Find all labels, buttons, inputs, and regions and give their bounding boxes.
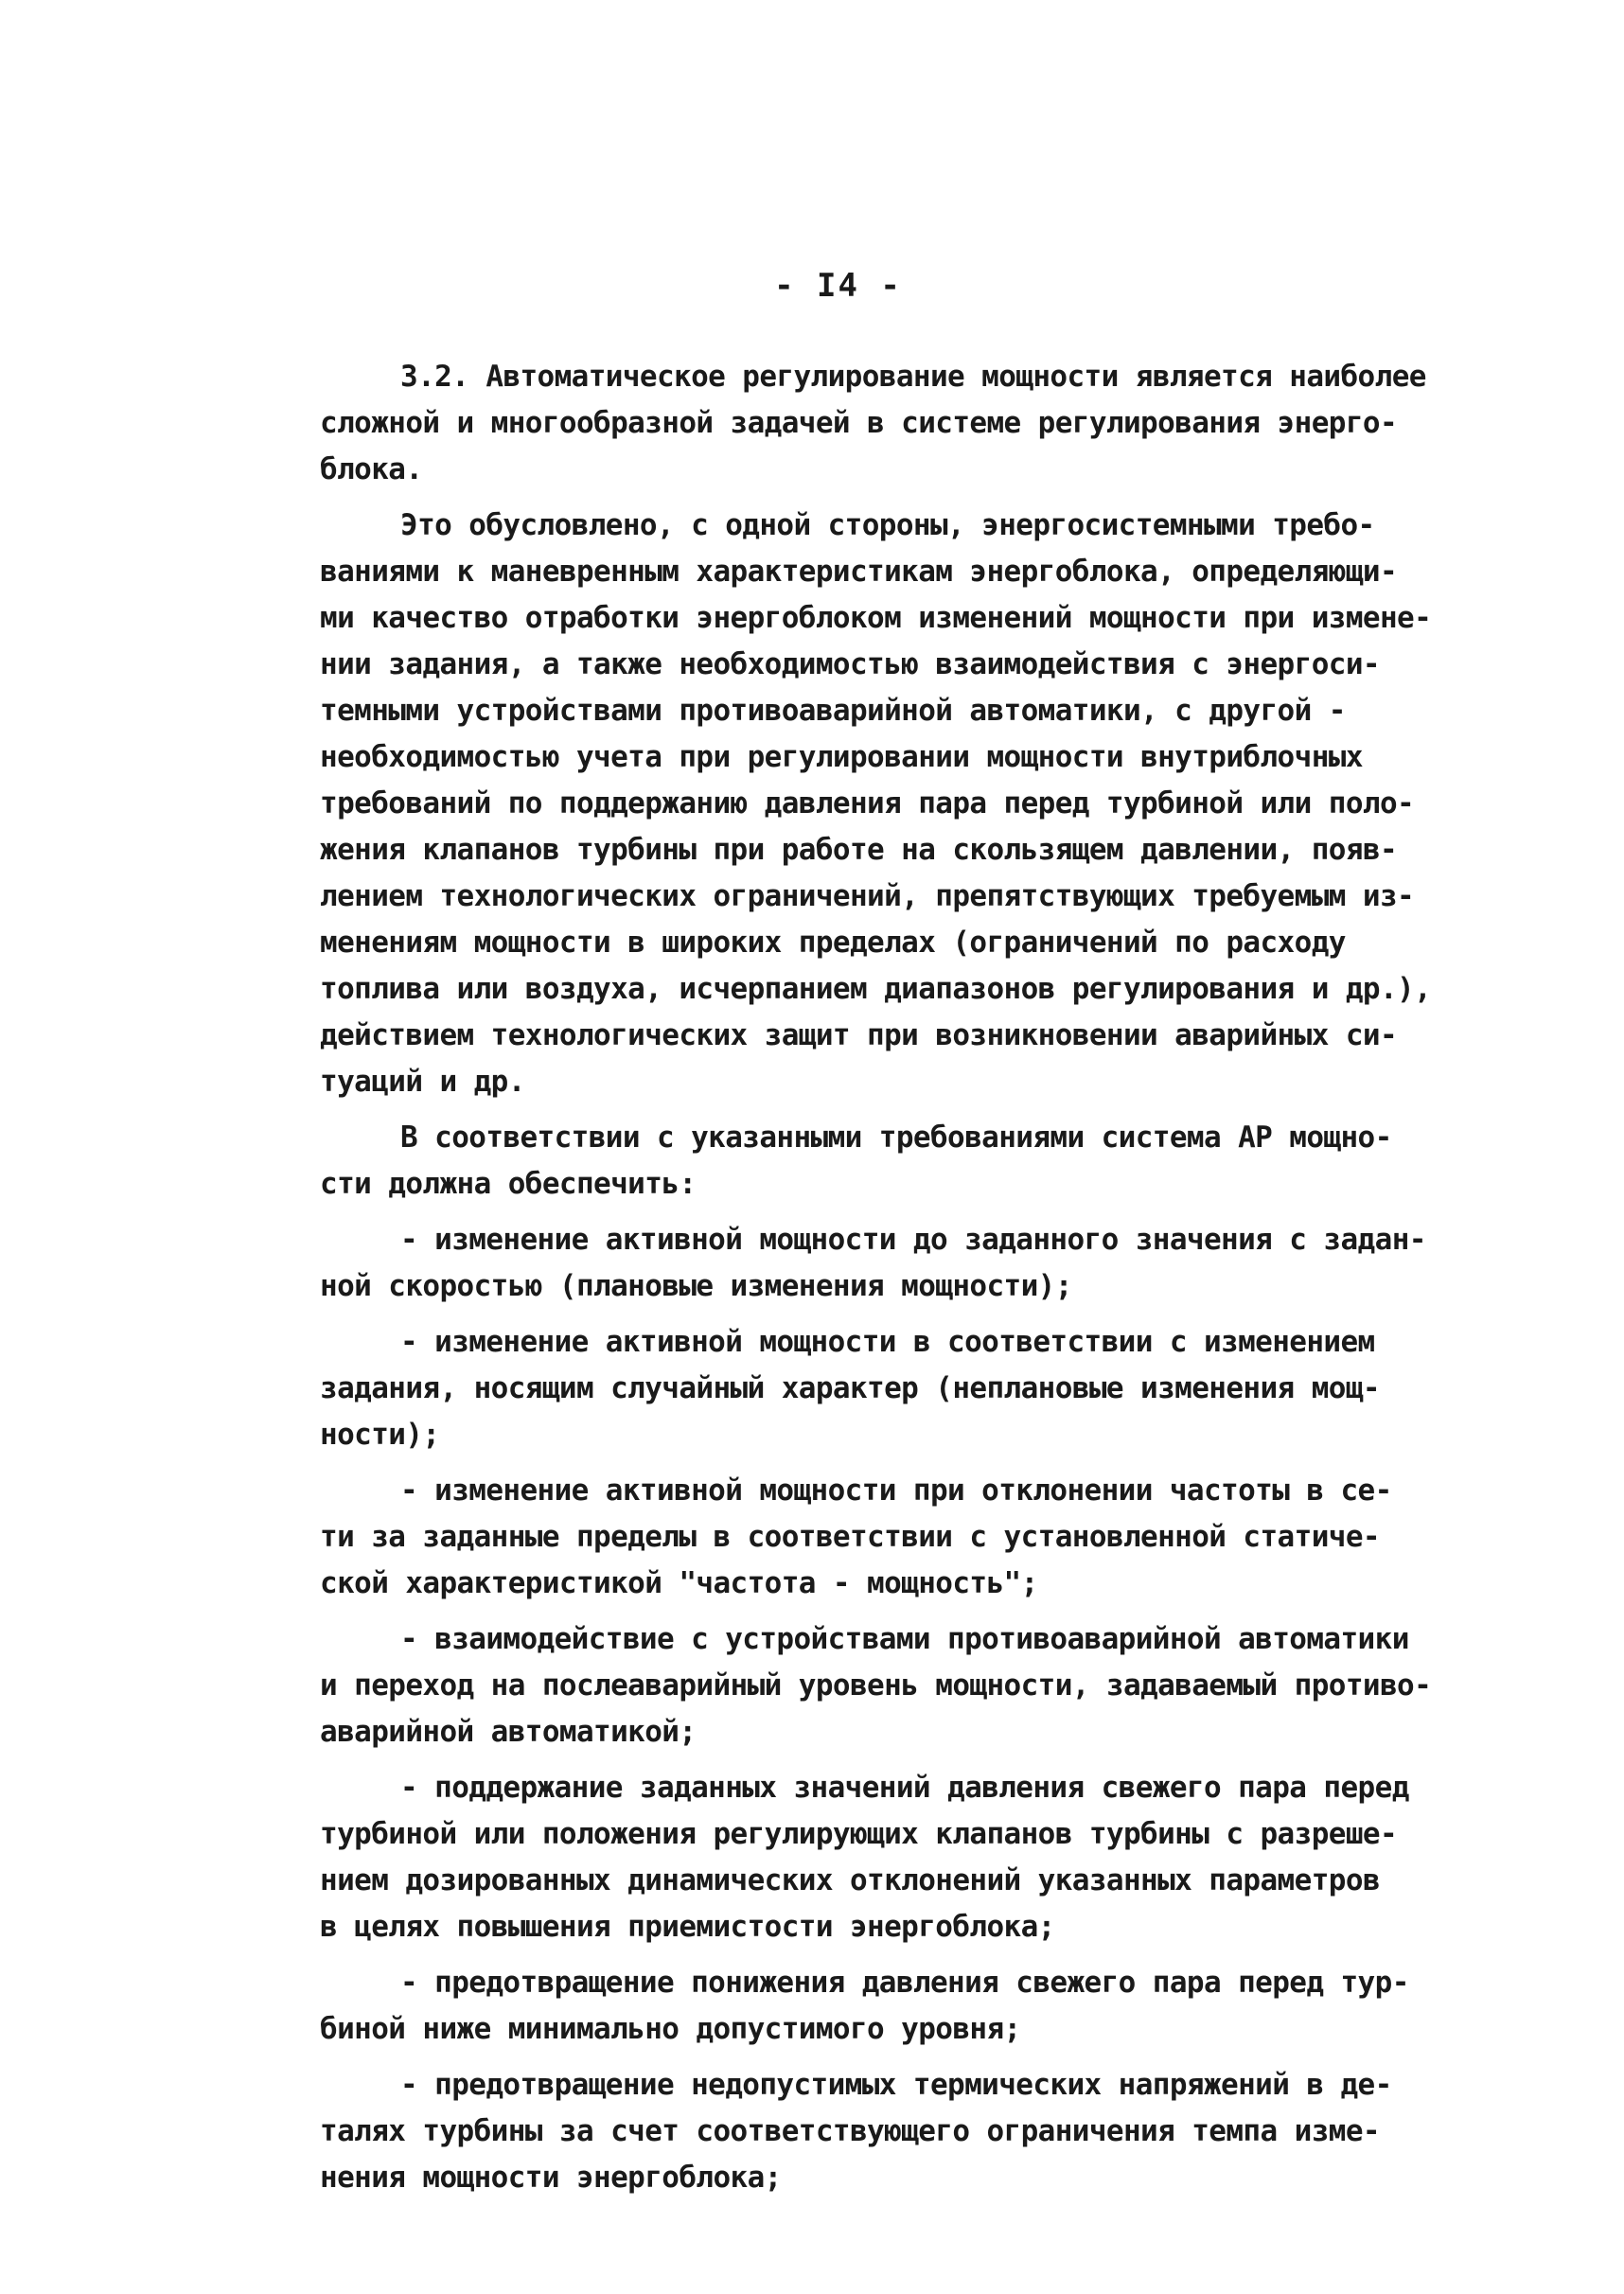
text-line: талях турбины за счет соответствующего ограничения темпа изме- [320, 2114, 1380, 2148]
list-item [320, 1217, 1550, 1310]
text-line: - взаимодействие с устройствами противоаварийной автоматики [400, 1622, 1409, 1656]
list-item [320, 1960, 1550, 2053]
text-line: сти должна обеспечить: [320, 1167, 697, 1201]
text-line: сложной и многообразной задачей в системе регулирования энерго- [320, 406, 1398, 440]
text-line: необходимостью учета при регулировании мощности внутриблочных [320, 740, 1363, 774]
paragraph-requirements-intro [320, 1115, 1550, 1208]
text-line: - предотвращение недопустимых термических напряжений в де- [400, 2068, 1392, 2102]
text-line: В соответствии с указанными требованиями система АР мощно- [400, 1121, 1392, 1155]
text-line: нии задания, а также необходимостью взаимодействия с энергоси- [320, 647, 1380, 681]
text-line: аварийной автоматикой; [320, 1715, 697, 1749]
text-line: турбиной или положения регулирующих клапанов турбины с разреше- [320, 1817, 1398, 1851]
paragraph-section-3-2 [320, 354, 1550, 493]
text-line: темными устройствами противоаварийной автоматики, с другой - [320, 694, 1346, 728]
text-line: и переход на послеаварийный уровень мощности, задаваемый противо- [320, 1668, 1432, 1703]
page-number: - I4 - [774, 267, 902, 305]
text-line: нения мощности энергоблока; [320, 2161, 782, 2195]
text-line: туаций и др. [320, 1065, 525, 1099]
list-item [320, 1319, 1550, 1458]
text-line: ваниями к маневренным характеристикам энергоблока, определяющи- [320, 555, 1398, 589]
text-line: ми качество отработки энергоблоком изменений мощности при измене- [320, 601, 1432, 635]
text-line: требований по поддержанию давления пара перед турбиной или поло- [320, 786, 1415, 821]
text-line: - изменение активной мощности до заданного значения с задан- [400, 1223, 1426, 1257]
list-item [320, 1616, 1550, 1756]
text-line: - предотвращение понижения давления свежего пара перед тур- [400, 1966, 1409, 2000]
text-line: ской характеристикой "частота - мощность"; [320, 1566, 1038, 1600]
text-line: в целях повышения приемистости энергоблока; [320, 1910, 1055, 1944]
text-line: ти за заданные пределы в соответствии с установленной статиче- [320, 1520, 1380, 1554]
text-line: ной скоростью (плановые изменения мощности); [320, 1269, 1072, 1303]
text-line: 3.2. Автоматическое регулирование мощности является наиболее [400, 360, 1426, 394]
text-line: - изменение активной мощности в соответствии с изменением [400, 1325, 1375, 1359]
text-line: блока. [320, 452, 423, 486]
text-line: нием дозированных динамических отклонений указанных параметров [320, 1863, 1380, 1897]
paragraph-reasons [320, 503, 1550, 1105]
text-line: жения клапанов турбины при работе на скользящем давлении, появ- [320, 833, 1398, 867]
text-line: лением технологических ограничений, препятствующих требуемым из- [320, 879, 1415, 913]
list-item [320, 1765, 1550, 1950]
text-line: Это обусловлено, с одной стороны, энергосистемными требо- [400, 508, 1375, 542]
list-item [320, 1468, 1550, 1607]
list-item [320, 2062, 1550, 2201]
text-line: - изменение активной мощности при отклонении частоты в се- [400, 1473, 1392, 1508]
text-line: задания, носящим случайный характер (неплановые изменения мощ- [320, 1371, 1380, 1405]
text-line: ности); [320, 1418, 440, 1452]
text-line: менениям мощности в широких пределах (ограничений по расходу [320, 926, 1346, 960]
text-line: действием технологических защит при возникновении аварийных си- [320, 1018, 1398, 1052]
text-line: биной ниже минимально допустимого уровня; [320, 2012, 1021, 2046]
text-line: топлива или воздуха, исчерпанием диапазонов регулирования и др.), [320, 972, 1432, 1006]
document-body [320, 354, 1550, 2201]
text-line: - поддержание заданных значений давления свежего пара перед [400, 1771, 1409, 1805]
